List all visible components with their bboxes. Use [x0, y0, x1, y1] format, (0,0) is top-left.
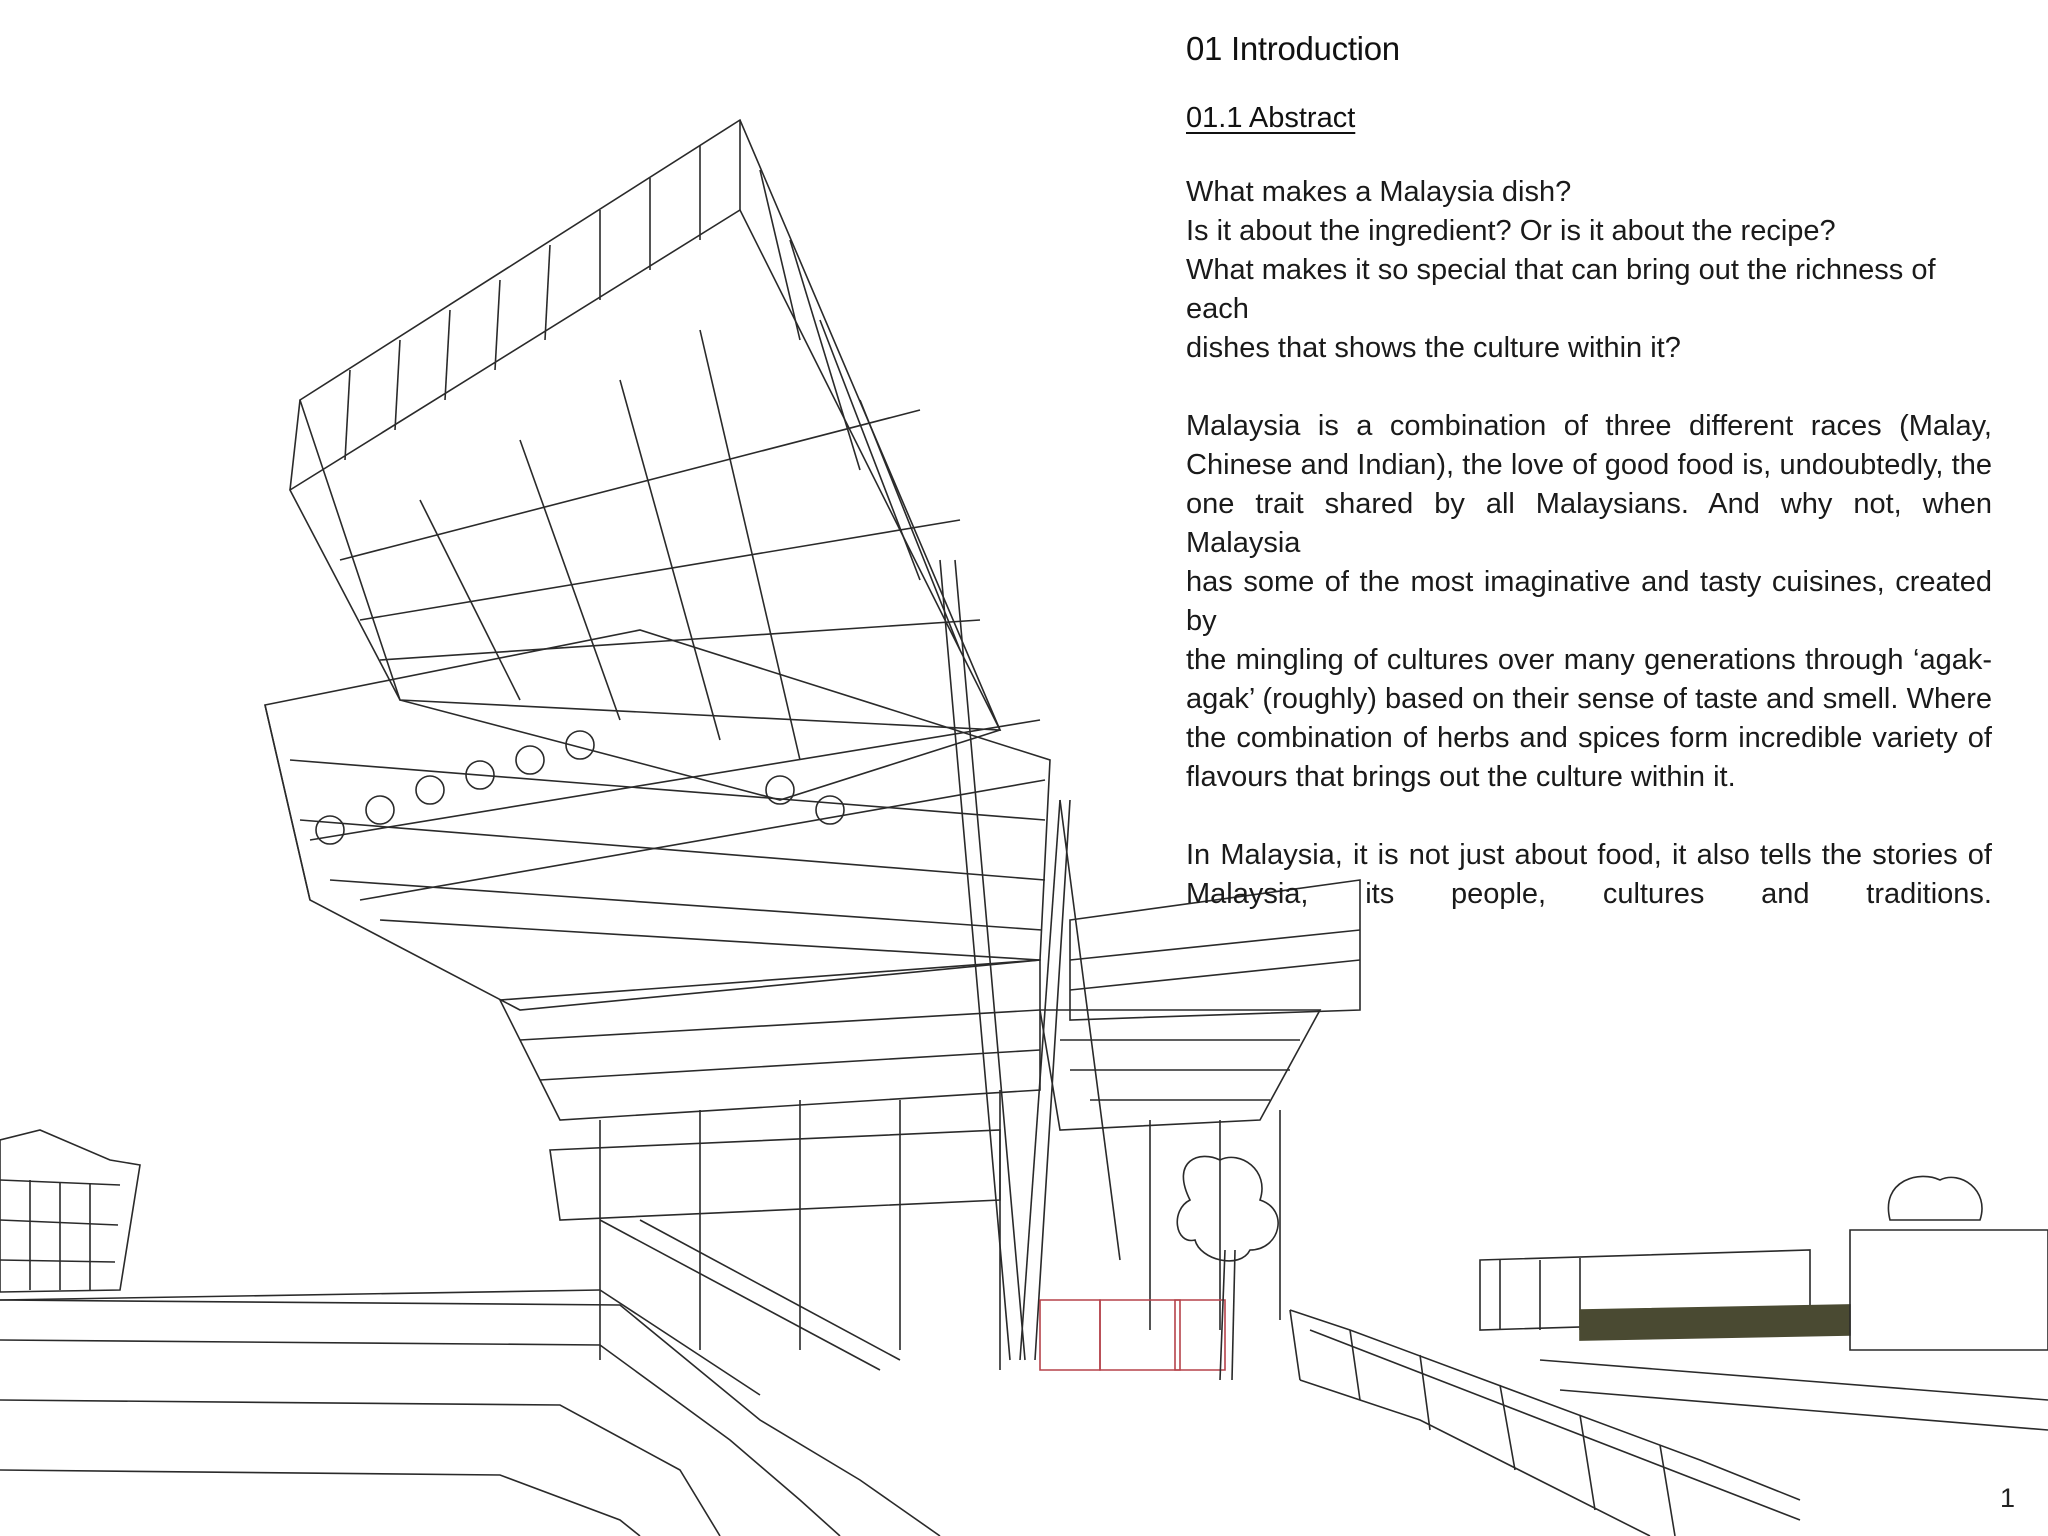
lower-floors: [500, 960, 1040, 1370]
paragraph-line: one trait shared by all Malaysians. And why not, when Malaysia: [1186, 488, 1992, 559]
page-number: 1: [1999, 1483, 2015, 1513]
upper-cantilever-frame: [290, 120, 1000, 800]
paragraph-line: flavours that brings out the culture within it.: [1186, 761, 1736, 793]
paragraph-line: Malaysia, its people, cultures and traditions.: [1186, 878, 1992, 910]
tree: [1177, 1156, 1278, 1380]
right-canopy: [1040, 880, 1360, 1330]
section-heading: 01 Introduction: [1186, 30, 1400, 67]
abstract-text-column: [1186, 30, 1992, 914]
red-doors: [1040, 1300, 1225, 1370]
question-line: What makes it so special that can bring out the richness of each: [1186, 254, 1936, 325]
paragraph-line: the mingling of cultures over many generations through ‘agak-: [1186, 644, 1992, 676]
railed-ramp: [1290, 1310, 1800, 1536]
paragraph-line: Chinese and Indian), the love of good food is, undoubtedly, the: [1186, 449, 1992, 481]
question-line: Is it about the ingredient? Or is it about the recipe?: [1186, 215, 1836, 247]
question-line: dishes that shows the culture within it?: [1186, 332, 1681, 364]
paragraph-line: In Malaysia, it is not just about food, it also tells the stories of: [1186, 839, 1992, 871]
paragraph-line: agak’ (roughly) based on their sense of taste and smell. Where: [1186, 683, 1992, 715]
question-line: What makes a Malaysia dish?: [1186, 176, 1572, 208]
subsection-heading: 01.1 Abstract: [1186, 102, 1356, 134]
distant-building-left: [0, 1130, 140, 1292]
paragraph-line: the combination of herbs and spices form incredible variety of: [1186, 722, 1992, 754]
paragraph-line: has some of the most imaginative and tasty cuisines, created by: [1186, 566, 1992, 637]
seating-deck: [265, 630, 1050, 1010]
paragraph-line: Malaysia is a combination of three different races (Malay,: [1186, 410, 1992, 442]
right-pavilion: [1480, 1176, 2048, 1430]
